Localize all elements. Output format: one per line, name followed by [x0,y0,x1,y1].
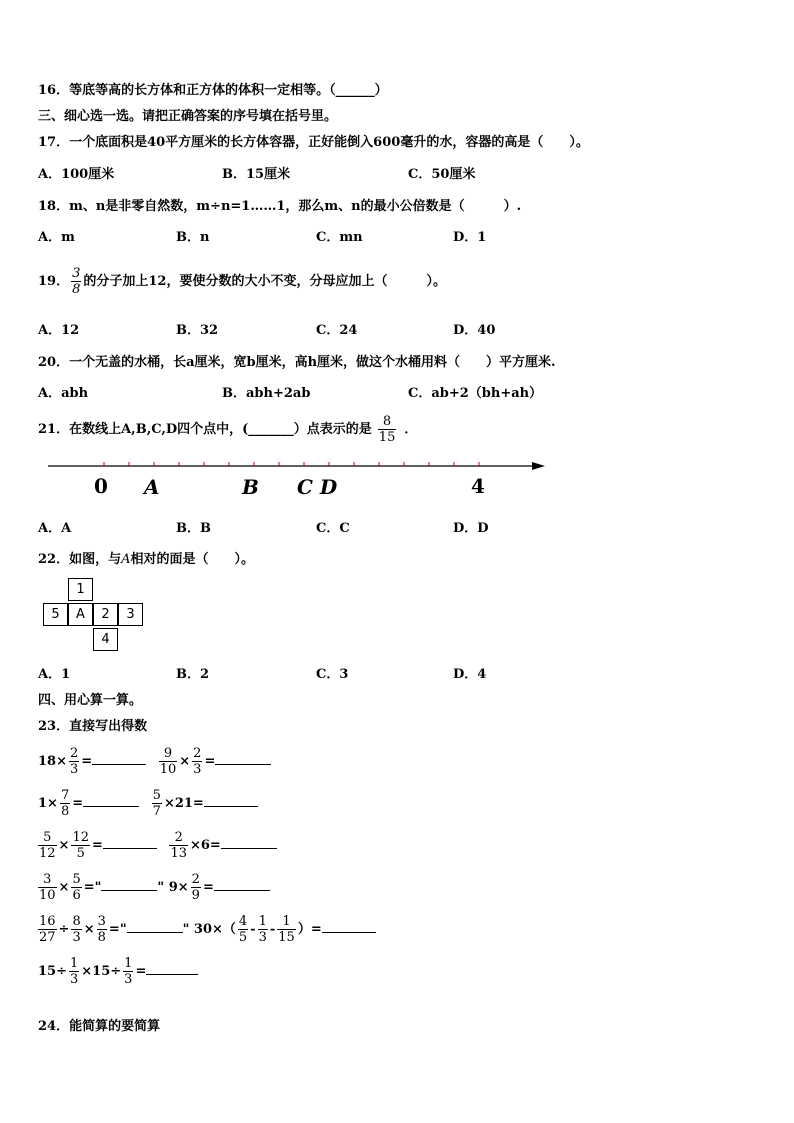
fraction [71,830,90,861]
calc-text: ×6= [189,838,221,853]
q22-option-a[interactable]: A．1 [38,667,71,682]
numerator: 12 [72,830,89,845]
q20-option-b[interactable]: B．abh+2ab [222,386,311,401]
calc-text: =" [83,880,102,895]
calc-row-6 [38,956,198,987]
q21-end: ． [404,422,418,437]
q19-numerator: 3 [72,266,81,281]
numerator: 2 [193,746,202,761]
denominator: 3 [124,972,133,987]
answer-blank[interactable] [101,878,157,891]
q19-fraction [71,266,81,297]
calc-text: × [58,838,70,853]
numerator: 5 [38,830,57,846]
numerator: 2 [69,746,79,761]
q18-option-b[interactable]: B．n [176,230,210,245]
calc-row-2 [38,788,258,819]
numerator: 2 [191,872,200,887]
fraction [152,788,162,819]
denominator: 13 [170,846,187,861]
fraction [38,872,57,903]
q18-option-d[interactable]: D．1 [453,230,487,245]
q21-denominator: 15 [378,430,396,445]
fraction [71,872,81,903]
question-19 [38,266,446,297]
denominator: 3 [258,930,267,945]
calc-text: =" [108,922,127,937]
number-line-arrow [532,462,545,470]
answer-blank[interactable] [83,794,139,807]
question-16: 16．等底等高的长方体和正方体的体积一定相等。（______） [38,83,388,98]
calc-text: ）= [297,922,322,937]
numerator: 1 [277,914,296,930]
denominator: 3 [69,972,79,987]
fraction [258,914,268,945]
question-22 [38,551,254,569]
numerator: 16 [39,914,56,929]
numerator: 3 [38,872,57,888]
q19-denominator: 8 [72,282,81,297]
number-line [0,455,794,475]
q22-letter: A [121,552,131,567]
numerator: 8 [72,914,81,929]
question-18: 18．m、n是非零自然数，m÷n=1……1，那么m、n的最小公倍数是（ ）. [38,199,522,214]
fraction [60,788,70,819]
denominator: 7 [152,804,161,819]
q17-option-c[interactable]: C．50厘米 [408,167,476,182]
fraction [71,914,81,945]
calc-row-3 [38,830,277,861]
q19-option-a[interactable]: A．12 [38,323,80,338]
denominator: 5 [76,846,85,861]
q20-option-a[interactable]: A．abh [38,386,89,401]
calc-text: 15÷ [38,964,67,979]
numerator: 1 [258,914,267,929]
calc-text: 9× [168,880,189,895]
calc-text: - [250,922,256,937]
denominator: 8 [97,930,106,945]
q19-option-d[interactable]: D．40 [453,323,496,338]
calc-text: ×15÷ [81,964,122,979]
numerator: 4 [238,914,248,929]
calc-row-4 [38,872,270,903]
numerator: 5 [152,788,161,803]
answer-blank[interactable] [322,920,376,933]
fraction [192,746,202,777]
answer-blank[interactable] [221,836,277,849]
q22-option-c[interactable]: C．3 [316,667,349,682]
calc-text: = [204,754,216,769]
q21-numerator: 8 [378,414,397,430]
answer-blank[interactable] [103,836,157,849]
q19-option-c[interactable]: C．24 [316,323,358,338]
calc-text: 18× [38,754,67,769]
calc-text: = [72,796,84,811]
net-cell-bottom: 4 [93,628,118,651]
q19-prefix: 19． [38,274,70,289]
calc-text: 30×（ [193,922,236,937]
calc-text: " [157,880,165,895]
denominator: 27 [39,930,56,945]
calc-row-1 [38,746,271,777]
q21-option-c[interactable]: C．C [316,521,350,536]
q22-option-d[interactable]: D．4 [453,667,487,682]
answer-blank[interactable] [215,752,271,765]
numerator: 5 [72,872,81,887]
numerator: 1 [124,956,133,971]
q21-option-b[interactable]: B．B [176,521,211,536]
fraction [69,746,79,777]
calc-text: ×21= [163,796,204,811]
calc-text: = [92,838,103,853]
calc-row-5 [38,914,376,945]
denominator: 3 [72,930,81,945]
calc-text: 1× [38,796,58,811]
question-23: 23．直接写出得数 [38,719,148,734]
q22-suffix: 相对的面是（ ）。 [130,552,254,567]
fraction [191,872,201,903]
net-cell-right-1: 2 [93,603,118,626]
fraction [169,830,188,861]
numerator: 1 [69,956,79,971]
q19-option-b[interactable]: B．32 [176,323,219,338]
question-20: 20．一个无盖的水桶，长a厘米，宽b厘米，高h厘米，做这个水桶用料（ ）平方厘米. [38,355,556,370]
q18-option-c[interactable]: C．mn [316,230,363,245]
question-17: 17．一个底面积是40平方厘米的长方体容器，正好能倒入600毫升的水，容器的高是（ ）。 [38,135,589,150]
fraction [123,956,133,987]
q21-option-a[interactable]: A．A [38,521,72,536]
question-24: 24．能简算的要简算 [38,1019,161,1034]
answer-blank[interactable] [214,878,270,891]
number-line-label-b: B [242,475,259,499]
q19-text: 的分子加上12，要使分数的大小不变，分母应加上（ ）。 [83,274,446,289]
q22-option-b[interactable]: B．2 [176,667,210,682]
calc-text: ÷ [58,922,70,937]
net-cell-center: A [68,603,93,626]
numerator: 3 [97,914,106,929]
answer-blank[interactable] [92,752,146,765]
denominator: 12 [39,846,56,861]
answer-blank[interactable] [204,794,258,807]
q21-option-d[interactable]: D．D [453,521,489,536]
fraction [69,956,79,987]
number-line-ticks [104,462,479,466]
denominator: 10 [159,762,177,777]
q18-option-a[interactable]: A．m [38,230,75,245]
numerator: 7 [60,788,70,803]
calc-text: = [135,964,147,979]
calc-text: × [58,880,70,895]
denominator: 5 [238,930,248,945]
q17-option-a[interactable]: A．100厘米 [38,167,115,182]
calc-text: " [182,922,190,937]
q21-text: 21．在数线上A,B,C,D四个点中，(_______）点表示的是 [38,422,372,437]
calc-text: = [202,880,214,895]
numerator: 2 [169,830,188,846]
numerator: 9 [159,746,178,762]
calc-text: × [179,754,191,769]
number-line-label-cd: C D [297,475,338,499]
section-4-heading: 四、用心算一算。 [38,693,143,708]
fraction [238,914,248,945]
q21-fraction [378,414,397,445]
fraction [97,914,107,945]
net-cell-right-2: 3 [118,603,143,626]
number-line-label-4: 4 [471,474,485,498]
calc-text: × [83,922,95,937]
answer-blank[interactable] [146,962,198,975]
denominator: 3 [69,762,79,777]
denominator: 15 [278,930,295,945]
question-21 [38,414,417,445]
denominator: 3 [193,762,202,777]
section-3-heading: 三、细心选一选。请把正确答案的序号填在括号里。 [38,109,338,124]
denominator: 6 [72,888,81,903]
answer-blank[interactable] [127,920,183,933]
denominator: 8 [60,804,70,819]
number-line-label-0: 0 [94,474,108,498]
q22-prefix: 22．如图，与 [38,552,122,567]
q20-option-c[interactable]: C．ab+2（bh+ah） [408,386,543,401]
net-cell-top: 1 [68,578,93,601]
calc-text: = [81,754,93,769]
net-cell-left: 5 [43,603,68,626]
fraction [38,914,57,945]
q17-option-b[interactable]: B．15厘米 [222,167,291,182]
fraction [38,830,57,861]
denominator: 9 [191,888,200,903]
calc-text: - [269,922,276,937]
number-line-label-a: A [144,475,160,499]
fraction [159,746,178,777]
fraction [277,914,296,945]
denominator: 10 [39,888,56,903]
